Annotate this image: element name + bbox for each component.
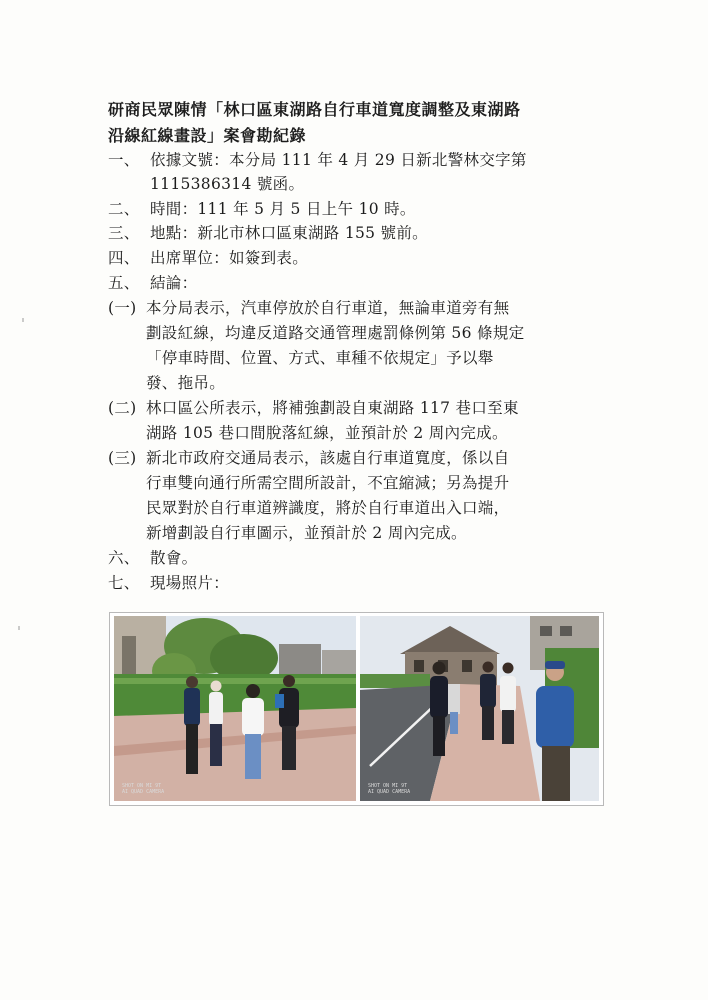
site-photos-frame: [109, 612, 604, 806]
item-5: 五、 結論：: [108, 274, 198, 292]
conclusion-3-line-2: 行車雙向通行所需空間所設計，不宜縮減；另為提升: [146, 474, 510, 492]
scan-speck: [22, 318, 24, 322]
scan-speck: [18, 626, 20, 630]
conclusion-1-line-1: (一) 本分局表示，汽車停放於自行車道，無論車道旁有無: [108, 299, 510, 317]
photo-stamp-left: SHOT ON MI 9T AI QUAD CAMERA: [122, 783, 165, 795]
conclusion-1-line-4: 發、拖吊。: [146, 374, 226, 392]
item-4: 四、 出席單位：如簽到表。: [108, 249, 309, 267]
conclusion-1-line-3: 「停車時間、位置、方式、車種不依規定」予以舉: [146, 349, 494, 367]
photo-stamp-right: SHOT ON MI 9T AI QUAD CAMERA: [368, 783, 411, 795]
conclusion-3-line-1: (三) 新北市政府交通局表示，該處自行車道寬度，係以自: [108, 449, 510, 467]
site-photo-right: [360, 616, 599, 801]
conclusion-3-line-4: 新增劃設自行車圖示，並預計於 2 周內完成。: [146, 524, 467, 542]
conclusion-1-line-2: 劃設紅線，均違反道路交通管理處罰條例第 56 條規定: [146, 324, 525, 342]
conclusion-3-line-3: 民眾對於自行車道辨識度，將於自行車道出入口端，: [146, 499, 510, 517]
site-photo-left: [114, 616, 356, 801]
title-line-2: 沿線紅線畫設」案會勘紀錄: [108, 126, 307, 145]
conclusion-2-line-2: 湖路 105 巷口間脫落紅線，並預計於 2 周內完成。: [146, 424, 508, 442]
conclusion-2-line-1: (二) 林口區公所表示，將補強劃設自東湖路 117 巷口至東: [108, 399, 519, 417]
item-3: 三、 地點：新北市林口區東湖路 155 號前。: [108, 224, 428, 242]
item-1-cont: 1115386314 號函。: [150, 175, 305, 193]
title-line-1: 研商民眾陳情「林口區東湖路自行車道寬度調整及東湖路: [108, 100, 521, 119]
item-2: 二、 時間：111 年 5 月 5 日上午 10 時。: [108, 200, 416, 218]
item-7: 七、 現場照片：: [108, 574, 230, 592]
document-title: [108, 97, 608, 149]
item-1: 一、 依據文號：本分局 111 年 4 月 29 日新北警林交字第: [108, 151, 527, 169]
item-6: 六、 散會。: [108, 549, 198, 567]
